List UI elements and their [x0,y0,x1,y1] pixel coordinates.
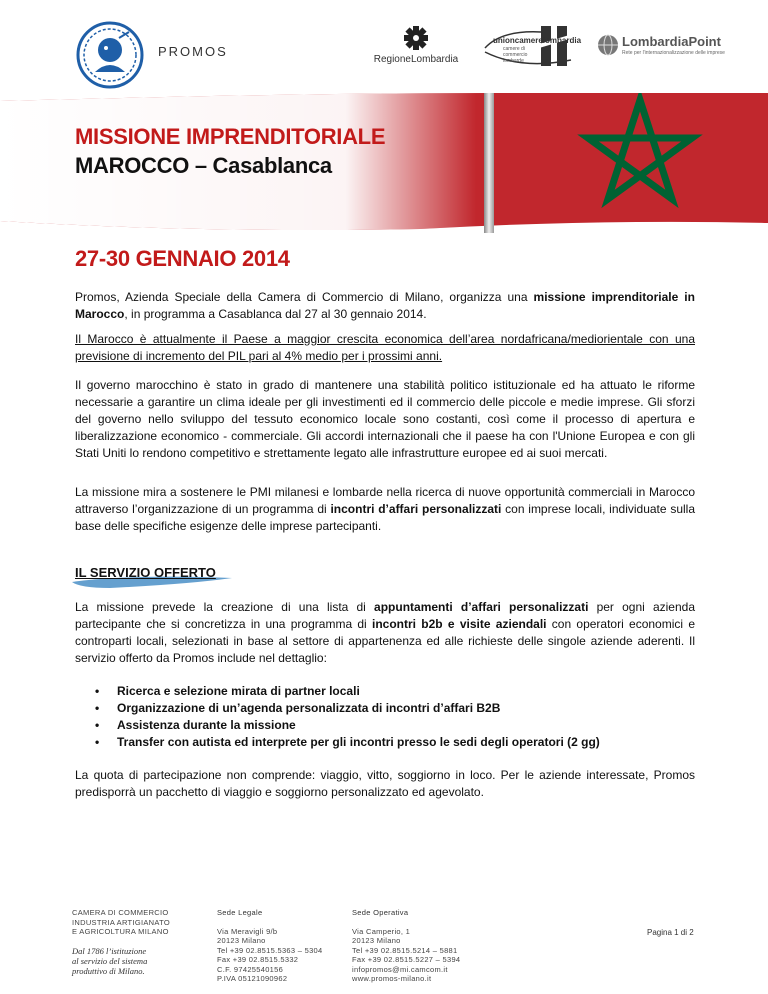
list-item: • Transfer con autista ed interprete per gli incontri presso le sedi degli operatori (2 gg) [95,734,715,751]
footer-operative-line: Via Camperio, 1 [352,926,411,936]
footer-org-line: INDUSTRIA ARTIGIANATO [72,917,170,927]
footer-legal-line: C.F. 97425540156 [217,964,284,974]
footer-legal-line: Via Meravigli 9/b [217,926,278,936]
footer-tagline-line: Dal 1786 l’istituzione [72,945,147,956]
footer-operative-line: Fax +39 02.8515.5227 – 5394 [352,955,461,964]
service-bullet-list [95,683,715,751]
footer-org-line: E AGRICOLTURA MILANO [72,927,169,936]
intro-paragraph-2: Il Marocco è attualmente il Paese a maggior crescita economica dell’area nordafricana/mediorientale con una previsione di incremento del PIL pari al 4% medio per i prossimi anni. [75,332,695,363]
footer-operative-heading: Sede Operativa [352,908,409,917]
footer-legal-office [217,908,322,984]
lombardia-point-name: LombardiaPoint [622,34,721,49]
footer-email-link[interactable]: infopromos@mi.camcom.it [352,964,448,974]
list-item: • Ricerca e selezione mirata di partner locali [95,683,715,700]
promos-name: PROMOS [158,44,228,59]
footer-legal-line: 20123 Milano [217,936,266,945]
intro-paragraph-4: La missione mira a sostenere le PMI milanesi e lombarde nella ricerca di nuove opportunità commerciali in Marocco attraverso l’organizzazione di un programma di incontri d’affari personalizzati con imprese locali, individuate sulla base delle specifiche esigenze delle imprese partecipanti. [75,485,696,533]
lombardia-point-subtitle: Rete per l'internazionalizzazione delle imprese [622,50,725,56]
unioncamere-subtitle: camere di commercio lombarde [503,46,528,64]
section-title-service: IL SERVIZIO OFFERTO [75,565,216,580]
footer-organization [72,908,170,976]
footer-operative-office [352,908,460,984]
service-paragraph-1: La missione prevede la creazione di una lista di appuntamenti d’affari personalizzati per ogni azienda partecipante che si concretizza in una programma di incontri b2b e visite aziendali con operatori economici e controparti locali, selezionati in base al settore di appartenenza ed alle richieste delle singole aziende aderenti. Il servizio offerto da Promos include nel dettaglio: [75,600,696,665]
footer-operative-line: Tel +39 02.8515.5214 – 5881 [352,945,458,955]
list-item: • Assistenza durante la missione [95,717,715,734]
footer-operative-line: 20123 Milano [352,936,401,945]
date-title: 27-30 GENNAIO 2014 [75,246,290,271]
promos-logo [75,20,145,90]
footer-legal-line: Tel +39 02.8515.5363 – 5304 [217,945,323,955]
footer-org-line: CAMERA DI COMMERCIO [72,908,169,917]
banner-title-line2: MAROCCO – Casablanca [75,153,332,178]
banner-title-line1: MISSIONE IMPRENDITORIALE [75,124,386,149]
service-paragraph-2: La quota di partecipazione non comprende: viaggio, vitto, soggiorno in loco. Per le aziende interessate, Promos predisporrà un pacchetto di viaggio e soggiorno personalizzato ed agevolato. [75,768,695,799]
regione-lombardia-name: RegioneLombardia [373,54,459,65]
intro-paragraph-3: Il governo marocchino è stato in grado di mantenere una stabilità politico istituzionale ed ha attuato le riforme necessarie a garantire un clima ideale per gli investimenti ed il commercio delle piccole e medie imprese. Gli sforzi del governo nello sviluppo del tessuto economico locale sono costanti, così come il processo di apertura e liberalizzazione economico - commerciale. Gli accordi internazionali che il paese ha con l'Unione Europea e con gli Stati Uniti lo rendono competitivo e strettamente legato alle infrastrutture europee ed ai suoi mercati. [75,378,695,460]
footer-tagline-line: al servizio del sistema [72,955,148,966]
footer-tagline-line: produttivo di Milano. [72,965,145,976]
footer-legal-line: Fax +39 02.8515.5332 [217,955,299,964]
page-number: Pagina 1 di 2 [647,928,694,937]
intro-paragraph-1: Promos, Azienda Speciale della Camera di Commercio di Milano, organizza una missione imprenditoriale in Marocco, in programma a Casablanca dal 27 al 30 gennaio 2014. [75,290,695,321]
list-item: • Organizzazione di un’agenda personalizzata di incontri d’affari B2B [95,700,715,717]
footer-website-link[interactable]: www.promos-milano.it [352,974,432,983]
lombardia-point-globe-icon [597,34,619,56]
footer-legal-line: P.IVA 05121090962 [217,974,288,983]
footer-legal-heading: Sede Legale [217,908,263,917]
unioncamere-name: unioncamerelombardia [493,36,582,45]
